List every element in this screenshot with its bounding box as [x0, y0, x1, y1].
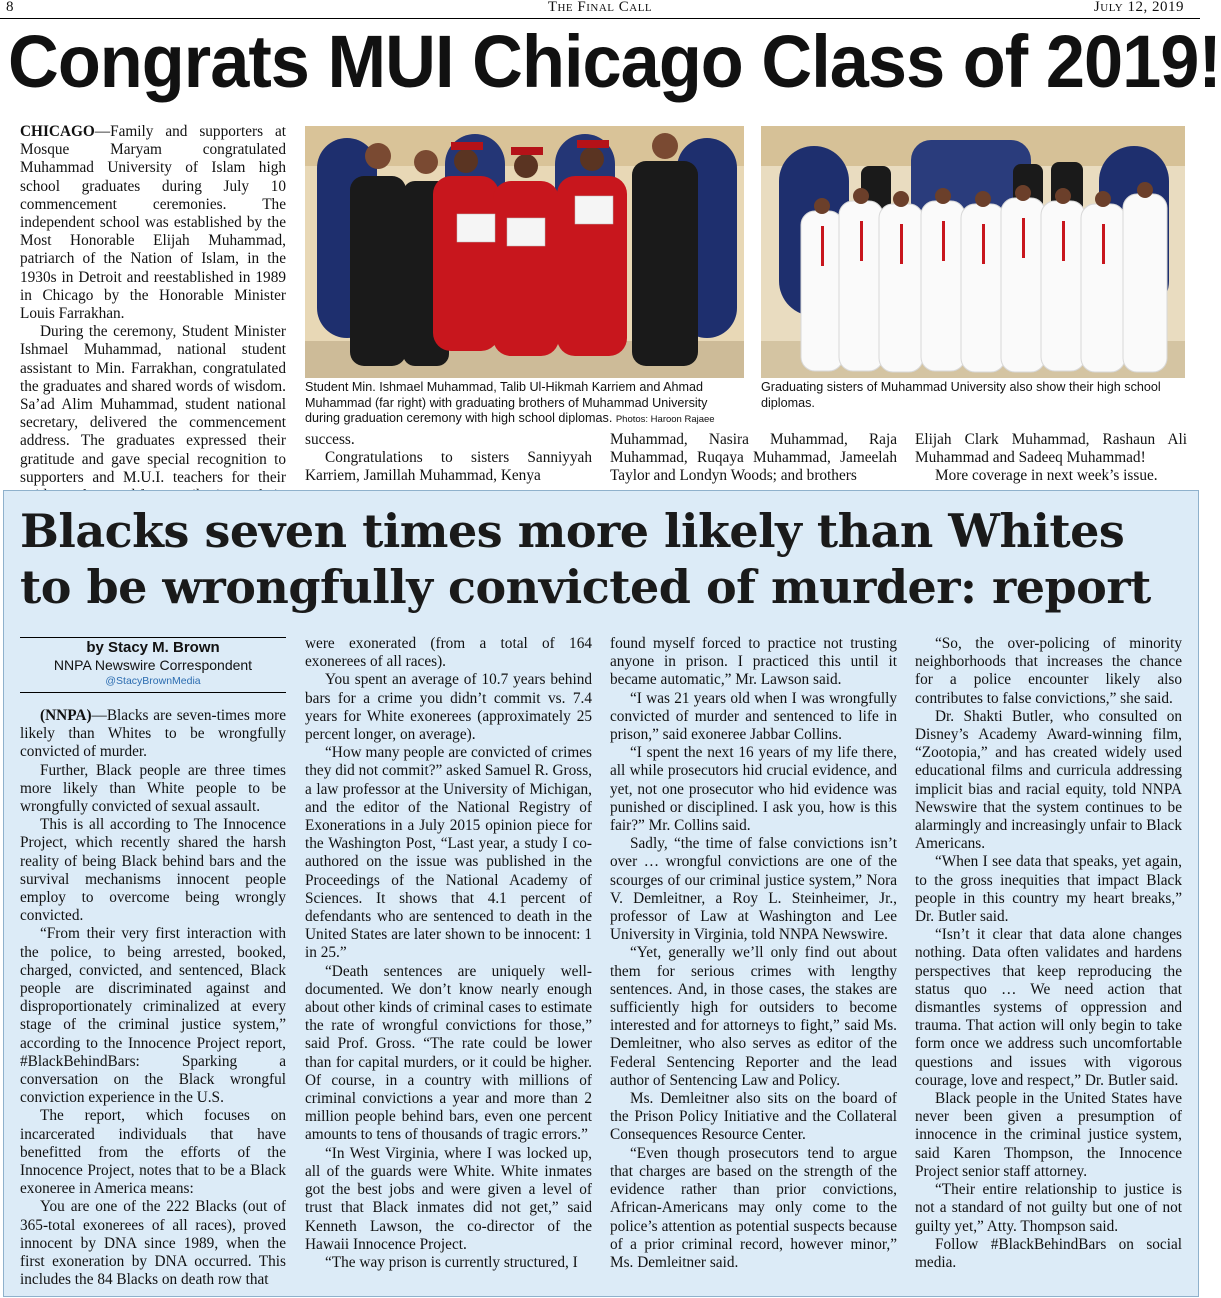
page-number: 8 — [6, 0, 14, 15]
story2-paragraph: found myself forced to practice not trusting anyone in prison. I practiced this until it became automatic,” Mr. Lawson said. — [610, 635, 897, 689]
photo-graduating-brothers — [305, 126, 744, 378]
story1-paragraph: success. — [305, 431, 355, 448]
photo-credit: Photos: Haroon Rajaee — [615, 414, 715, 425]
story2-paragraph: You are one of the 222 Blacks (out of 365-total exonerees of all races), proved innocent by DNA since 1989, when the first exoneration by DNA occurred. This includes the 84 Blacks on death row that — [20, 1198, 286, 1289]
story2-column-1 — [20, 707, 286, 1290]
byline-title: NNPA Newswire Correspondent — [53, 657, 253, 673]
story1-paragraph: CHICAGO—Family and supporters at Mosque Maryam congratulated Muhammad University of Islam high school graduates during July 10 commencement ceremonies. The independent school was established by the Most Honorable Elijah Muhammad, patriarch of the Nation of Islam, in the 1930s in Detroit and reestablished in 1989 in Chicago by the Honorable Minister Louis Farrakhan. — [20, 123, 286, 323]
story2-paragraph: “How many people are convicted of crimes they did not commit?” asked Samuel R. Gross, a law professor at the University of Michigan, and the editor of the National Registry of Exonerations in a July 2015 opinion piece for the Washington Post, “Last year, a study I co-authored on the issue was published in the Proceedings of the National Academy of Sciences. It shows that 4.1 percent of defendants who are sentenced to death in the United States are later shown to be innocent: 1 in 25.” — [305, 744, 592, 962]
story2-paragraph: (NNPA)—Blacks are seven-times more likely than Whites to be wrongfully convicted of murder. — [20, 707, 286, 761]
story2-paragraph: Follow #BlackBehindBars on social media. — [915, 1235, 1182, 1271]
story2-paragraph: Further, Black people are three times more likely than White people to be wrongfully convicted of sexual assault. — [20, 761, 286, 816]
story2-paragraph: “Isn’t it clear that data alone changes nothing. Data often validates and hardens perspectives that keep reproducing the status quo … We need action that dismantles systems of oppression and trauma. That action will only begin to take form once we address such uncomfortable questions and issues with vigorous courage, love and respect,” Dr. Butler said. — [915, 926, 1182, 1089]
story2-paragraph: Ms. Demleitner also sits on the board of the Prison Policy Initiative and the Collateral Consequences Resource Center. — [610, 1090, 897, 1144]
story1-paragraph: Elijah Clark Muhammad, Rashaun Ali Muhammad and Sadeeq Muhammad! — [915, 431, 1187, 467]
story2-paragraph: Sadly, “the time of false convictions isn’t over … wrongful convictions are one of the scourges of our criminal justice system,” Nora V. Demleitner, a Roy L. Steinheimer, Jr., professor of Law at Washington and Lee University in Virginia, told NNPA Newswire. — [610, 835, 897, 944]
story1-dateline: CHICAGO — [20, 123, 95, 140]
byline-author: by Stacy M. Brown — [86, 639, 220, 656]
photo-graduating-sisters — [761, 126, 1185, 378]
story1-paragraph: Muhammad, Nasira Muhammad, Raja Muhammad, Ruqaya Muhammad, Jameelah Taylor and Londyn Woods; and brothers — [610, 431, 897, 485]
byline-handle[interactable]: @StacyBrownMedia — [105, 675, 201, 687]
story1-paragraph: Congratulations to sisters Sanniyyah Karriem, Jamillah Muhammad, Kenya — [305, 449, 592, 485]
story1-column-1 — [20, 123, 286, 485]
story2-paragraph: “Their entire relationship to justice is not a standard of not guilty but one of not guilty yet,” Atty. Thompson said. — [915, 1181, 1182, 1235]
photo-caption-brothers: Student Min. Ishmael Muhammad, Talib Ul-Hikmah Karriem and Ahmad Muhammad (far right) with graduating brothers of Muhammad University during graduation ceremony with high school diplomas. Photos: Haroon Rajaee — [305, 380, 715, 425]
story2-paragraph: “So, the over-policing of minority neighborhoods that increases the chance for a police encounter likely also contributes to false convictions,” she said. — [915, 635, 1182, 707]
story2-column-4 — [915, 635, 1182, 1272]
story1-column-3 — [610, 431, 897, 486]
byline-block — [20, 639, 286, 688]
story1-paragraph: More coverage in next week’s issue. — [935, 467, 1158, 485]
story2-paragraph: “The way prison is currently structured, I — [325, 1253, 578, 1271]
story2-paragraph: were exonerated (from a total of 164 exonerees of all races). — [305, 635, 592, 671]
main-headline: Congrats MUI Chicago Class of 2019! — [8, 20, 1221, 103]
story2-paragraph: “In West Virginia, where I was locked up, all of the guards were White. White inmates got the best jobs and were given a level of trust that Black inmates did not get,” said Kenneth Lawson, the co-director of the Hawaii Innocence Project. — [305, 1144, 592, 1253]
story2-column-3 — [610, 635, 897, 1272]
story2-paragraph: You spent an average of 10.7 years behind bars for a crime you didn’t commit vs. 7.4 years for White exonerees (approximately 25 percent longer, on average). — [305, 671, 592, 744]
story1-column-2 — [305, 431, 592, 486]
story2-paragraph: Dr. Shakti Butler, who consulted on Disney’s Academy Award-winning film, “Zootopia,” and has created widely used educational films and curricula addressing implicit bias and racial equity, told NNPA Newswire that the system continues to be alarmingly and increasingly unfair to Black Americans. — [915, 707, 1182, 853]
byline-rule-top — [20, 637, 286, 638]
story2-paragraph: “I was 21 years old when I was wrongfully convicted of murder and sentenced to life in prison,” said exoneree Jabbar Collins. — [610, 689, 897, 744]
story2-lead-tag: (NNPA) — [40, 707, 92, 724]
page-folio — [0, 0, 1200, 19]
byline-rule-bottom — [20, 692, 286, 693]
story2-paragraph: “Death sentences are uniquely well-documented. We don’t know nearly enough about other kinds of criminal cases to estimate the rate of wrongful convictions for those,” said Prof. Gross. “The rate could be lower than for capital murders, or it could be higher. Of course, in a country with millions of criminal convictions a year and more than 2 million people behind bars, even one percent amounts to tens of thousands of tragic errors.” — [305, 962, 592, 1144]
story2-column-2 — [305, 635, 592, 1272]
story2-paragraph: “I spent the next 16 years of my life there, all while prosecutors hid crucial evidence, and yet, not one prosecutor who hid evidence was punished or disciplined. I ask you, how is this fair?” Mr. Collins said. — [610, 744, 897, 835]
photo-caption-sisters: Graduating sisters of Muhammad University also show their high school diplomas. — [761, 380, 1161, 410]
issue-date: July 12, 2019 — [1093, 0, 1184, 15]
publication-name: The Final Call — [547, 0, 653, 15]
story1-column-4 — [915, 431, 1187, 486]
story2-paragraph: “From their very first interaction with the police, to being arrested, booked, charged, convicted, and sentenced, Black people are discriminated against and disproportionately criminalized at every stage of the criminal justice system,” according to the Innocence Project report, #BlackBehindBars: Sparking a conversation on the Black wrongful conviction experience in the U.S. — [20, 925, 286, 1107]
story2-headline: Blacks seven times more likely than Whites to be wrongfully convicted of murder: report — [20, 504, 1151, 614]
story2-paragraph: This is all according to The Innocence Project, which recently shared the harsh reality of being Black behind bars and the survival mechanisms innocent people employ to overcome being wrongly convicted. — [20, 816, 286, 925]
story2-paragraph: “Even though prosecutors tend to argue that charges are based on the strength of the evidence rather than prior convictions, African-Americans may only come to the police’s attention as potential suspects because of a prior criminal record, however minor,” Ms. Demleitner said. — [610, 1144, 897, 1271]
story2-paragraph: “Yet, generally we’ll only find out about them for serious crimes with lengthy sentences. And, in those cases, the stakes are sufficiently high for outsiders to become interested and for attorneys to fight,” said Ms. Demleitner, who also serves as editor of the Federal Sentencing Reporter and the lead author of Sentencing Law and Policy. — [610, 944, 897, 1089]
story2-paragraph: The report, which focuses on incarcerated individuals that have benefitted from the efforts of the Innocence Project, notes that to be a Black exoneree in America means: — [20, 1107, 286, 1198]
story2-paragraph: Black people in the United States have never been given a presumption of innocence in the criminal justice system, said Karen Thompson, the Innocence Project senior staff attorney. — [915, 1090, 1182, 1180]
story2-paragraph: “When I see data that speaks, yet again, to the gross inequities that impact Black people in this country my heart breaks,” Dr. Butler said. — [915, 853, 1182, 926]
story1-paragraph: During the ceremony, Student Minister Ishmael Muhammad, national student assistant to Min. Farrakhan, congratulated the graduates and shared words of wisdom. Sa’ad Alim Muhammad, student national secretary, delivered the commencement address. The graduates expressed their gratitude and gave special recognition to supporters and M.U.I. teachers for their — [20, 323, 286, 486]
